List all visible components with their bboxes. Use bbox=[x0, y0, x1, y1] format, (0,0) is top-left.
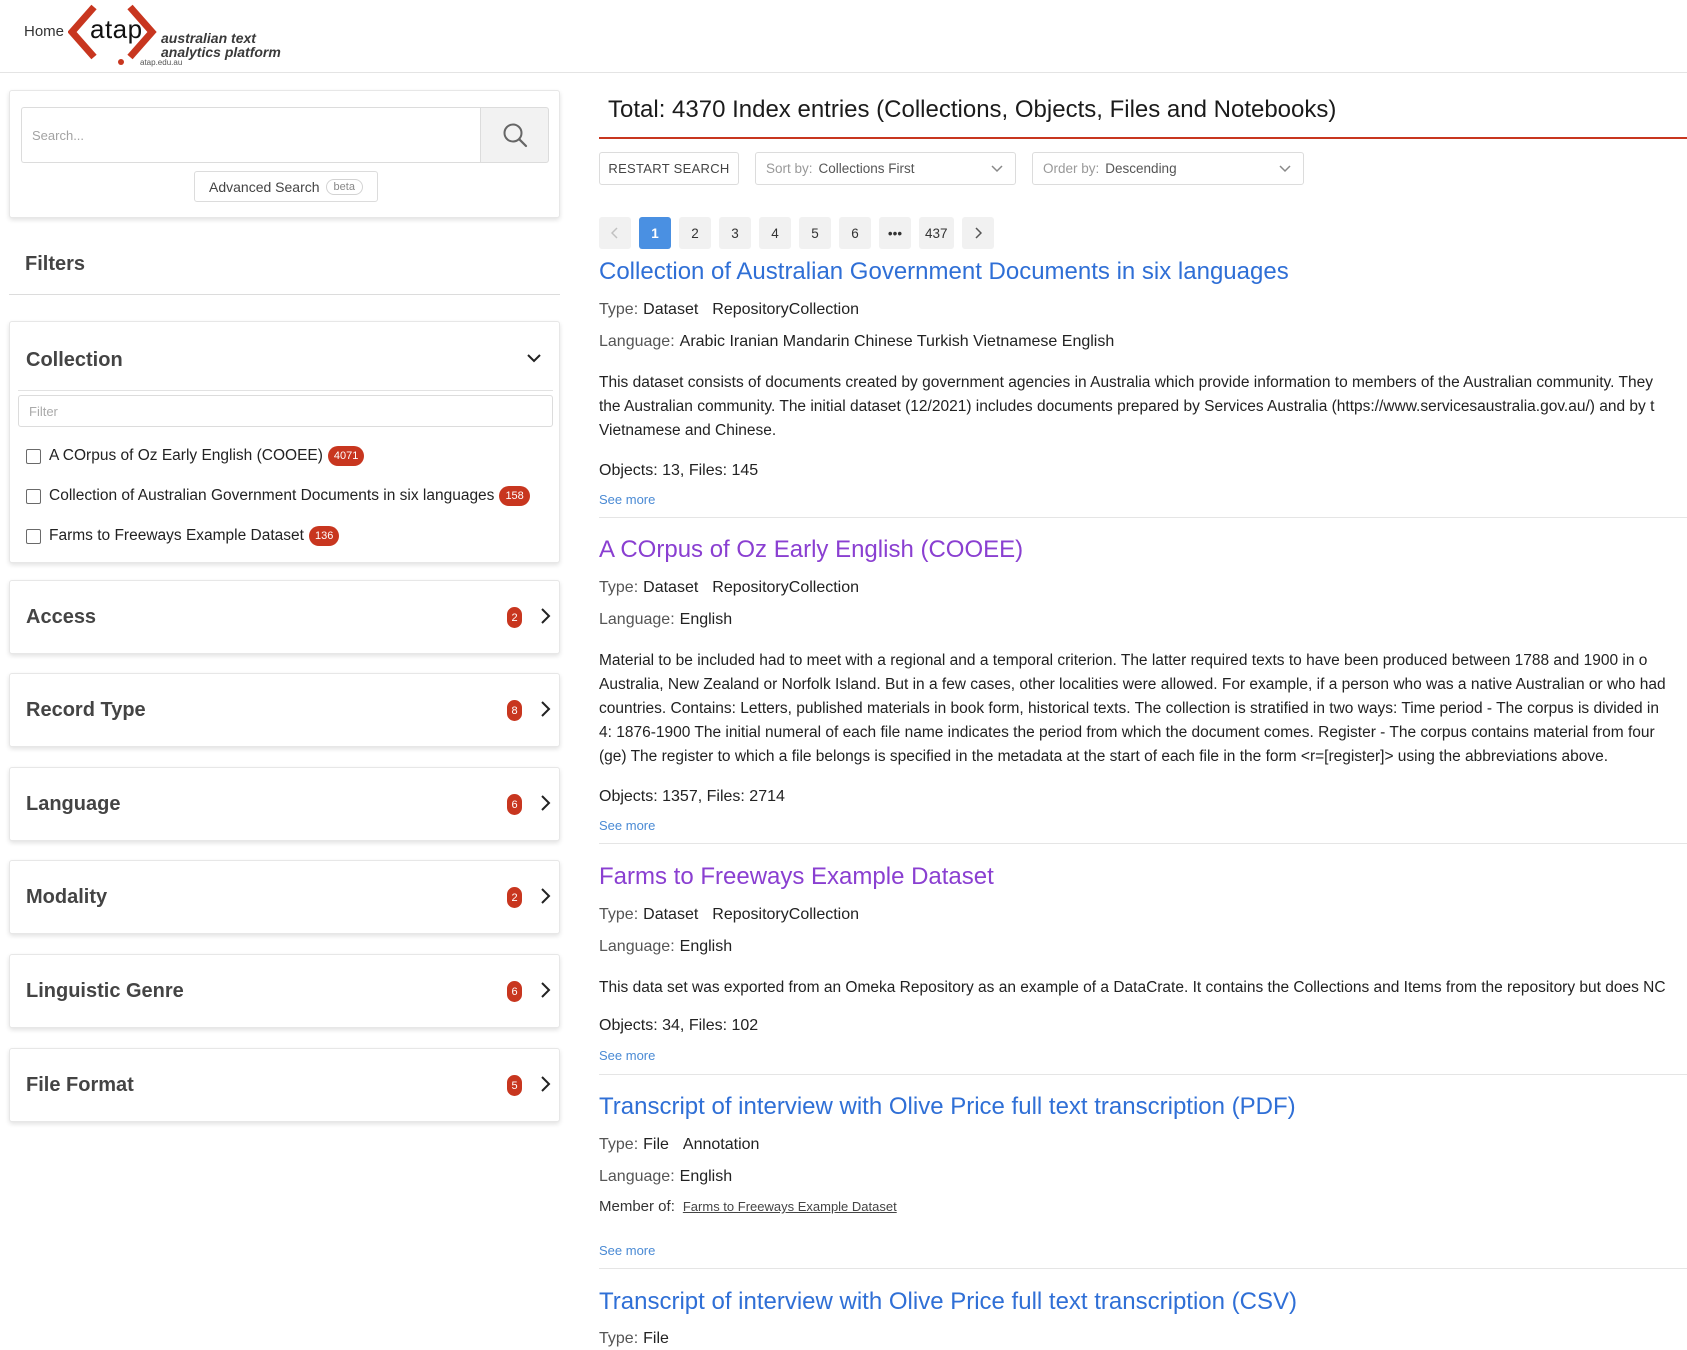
home-link[interactable]: Home bbox=[24, 23, 65, 40]
description-line: the Australian community. The initial dataset (12/2021) includes documents prepared by Services Australia (https://www.servicesaustralia.gov.au/) and by t bbox=[599, 398, 1655, 415]
type-value: RepositoryCollection bbox=[712, 906, 860, 923]
result-title-link[interactable]: Collection of Australian Government Documents in six languages bbox=[599, 258, 1289, 285]
facet-title: Modality bbox=[26, 886, 108, 908]
language-value: English bbox=[679, 938, 733, 955]
chevron-right-icon[interactable] bbox=[539, 607, 551, 625]
result-divider bbox=[599, 1074, 1687, 1075]
count-badge: 158 bbox=[499, 486, 529, 506]
member-key: Member of: bbox=[599, 1198, 675, 1215]
language-value: Arabic Iranian Mandarin Chinese Turkish Vietnamese English bbox=[679, 333, 1115, 350]
collection-option-label: A COrpus of Oz Early English (COOEE) bbox=[49, 447, 323, 464]
result-title-link[interactable]: A COrpus of Oz Early English (COOEE) bbox=[599, 536, 1024, 563]
result-description bbox=[599, 976, 1687, 1000]
facet-title: Linguistic Genre bbox=[26, 980, 184, 1002]
chevron-right-icon[interactable] bbox=[539, 794, 551, 812]
top-bar bbox=[0, 0, 1687, 73]
collection-option-label: Collection of Australian Government Documents in six languages bbox=[49, 487, 495, 504]
prev-page-button[interactable] bbox=[599, 217, 631, 249]
description-line: Vietnamese and Chinese. bbox=[599, 422, 777, 439]
facet-linguistic-genre[interactable] bbox=[9, 954, 560, 1028]
description-line: Material to be included had to meet with a regional and a temporal criterion. The latter required texts to have been produced between 1788 and 1900 in o bbox=[599, 652, 1648, 669]
result-description bbox=[599, 649, 1687, 769]
result-language bbox=[599, 611, 732, 629]
search-card bbox=[9, 90, 560, 218]
page-button[interactable]: 437 bbox=[919, 217, 954, 249]
collection-option[interactable] bbox=[26, 526, 339, 546]
member-of-link[interactable]: Farms to Freeways Example Dataset bbox=[682, 1199, 897, 1214]
result-type bbox=[599, 1330, 669, 1348]
facet-modality[interactable] bbox=[9, 860, 560, 934]
order-by-value: Descending bbox=[1105, 161, 1177, 176]
language-key: Language: bbox=[599, 1168, 675, 1185]
see-more-link[interactable]: See more bbox=[599, 1048, 656, 1063]
filters-heading: Filters bbox=[25, 253, 86, 275]
beta-badge: beta bbox=[326, 179, 363, 195]
result-language bbox=[599, 333, 1114, 351]
type-value: Dataset bbox=[643, 301, 699, 318]
more-pages-ellipsis[interactable]: ••• bbox=[879, 217, 911, 249]
facet-count-badge: 6 bbox=[507, 981, 522, 1002]
type-value: Dataset bbox=[643, 579, 699, 596]
description-line: This data set was exported from an Omeka Repository as an example of a DataCrate. It contains the Collections and Items from the repository but does NC bbox=[599, 979, 1666, 996]
logo-word: atap bbox=[90, 14, 143, 44]
description-line: Australia, New Zealand or Norfolk Island. But in a few cases, other localities were allowed. For example, if a person who was a native Australian or who had bbox=[599, 676, 1666, 693]
order-by-select[interactable] bbox=[1032, 152, 1304, 185]
page-button[interactable]: 2 bbox=[679, 217, 711, 249]
result-language bbox=[599, 938, 732, 956]
result-description bbox=[599, 371, 1687, 443]
search-icon bbox=[502, 122, 528, 148]
chevron-down-icon[interactable] bbox=[526, 350, 542, 366]
result-divider bbox=[599, 843, 1687, 844]
see-more-link[interactable]: See more bbox=[599, 492, 656, 507]
type-key: Type: bbox=[599, 906, 639, 923]
collection-facet-title[interactable]: Collection bbox=[26, 349, 123, 371]
language-value: English bbox=[679, 611, 733, 628]
count-badge: 4071 bbox=[328, 446, 364, 466]
type-value: Dataset bbox=[643, 906, 699, 923]
logo-domain: atap.edu.au bbox=[140, 58, 183, 67]
checkbox[interactable] bbox=[26, 489, 41, 504]
chevron-down-icon bbox=[991, 164, 1003, 174]
sort-by-select[interactable] bbox=[755, 152, 1016, 185]
language-key: Language: bbox=[599, 938, 675, 955]
page-button[interactable]: 5 bbox=[799, 217, 831, 249]
result-title-link[interactable]: Transcript of interview with Olive Price full text transcription (CSV) bbox=[599, 1288, 1297, 1315]
chevron-right-icon bbox=[974, 227, 982, 239]
result-type bbox=[599, 1136, 759, 1154]
next-page-button[interactable] bbox=[962, 217, 994, 249]
description-line: (ge) The register to which a file belongs is specified in the metadata at the start of each file in the form <r=[register]> using the abbreviations above. bbox=[599, 748, 1609, 765]
advanced-search-label: Advanced Search bbox=[209, 178, 320, 195]
result-language bbox=[599, 1168, 732, 1186]
filters-divider bbox=[9, 294, 560, 295]
search-input[interactable] bbox=[21, 107, 481, 163]
chevron-right-icon[interactable] bbox=[539, 981, 551, 999]
facet-title: Record Type bbox=[26, 699, 146, 721]
description-line: This dataset consists of documents created by government agencies in Australia which provide information to members of the Australian community. They bbox=[599, 374, 1653, 391]
total-divider bbox=[599, 137, 1687, 139]
collection-facet bbox=[9, 321, 560, 563]
advanced-search-button[interactable] bbox=[194, 171, 378, 202]
type-value: File bbox=[643, 1136, 669, 1153]
facet-count-badge: 6 bbox=[507, 794, 522, 815]
type-value: File bbox=[643, 1330, 669, 1347]
facet-title: Access bbox=[26, 606, 97, 628]
facet-count-badge: 8 bbox=[507, 700, 522, 721]
result-member-of bbox=[599, 1198, 897, 1215]
result-title-link[interactable]: Transcript of interview with Olive Price full text transcription (PDF) bbox=[599, 1093, 1296, 1120]
result-type bbox=[599, 301, 859, 319]
result-divider bbox=[599, 1268, 1687, 1269]
checkbox[interactable] bbox=[26, 449, 41, 464]
collection-filter-input[interactable] bbox=[18, 395, 553, 427]
type-key: Type: bbox=[599, 1136, 639, 1153]
chevron-right-icon[interactable] bbox=[539, 1075, 551, 1093]
count-badge: 136 bbox=[309, 526, 339, 546]
pagination bbox=[599, 217, 994, 249]
result-type bbox=[599, 579, 859, 597]
type-value: Annotation bbox=[682, 1136, 760, 1153]
collection-option[interactable] bbox=[26, 486, 530, 506]
collection-option[interactable] bbox=[26, 446, 364, 466]
search-button[interactable] bbox=[480, 107, 549, 163]
result-divider bbox=[599, 517, 1687, 518]
facet-record-type[interactable] bbox=[9, 673, 560, 747]
collection-option-label: Farms to Freeways Example Dataset bbox=[49, 527, 304, 544]
atap-logo[interactable] bbox=[68, 2, 288, 68]
result-counts: Objects: 1357, Files: 2714 bbox=[599, 788, 785, 805]
type-value: RepositoryCollection bbox=[712, 301, 860, 318]
page-button[interactable]: 3 bbox=[719, 217, 751, 249]
facet-count-badge: 2 bbox=[507, 887, 522, 908]
chevron-right-icon[interactable] bbox=[539, 700, 551, 718]
description-line: countries. Contains: Letters, published materials in book form, historical texts. The collection is stratified in two ways: Time period - The corpus is divided in bbox=[599, 700, 1659, 717]
restart-search-button[interactable]: RESTART SEARCH bbox=[599, 152, 739, 185]
see-more-link[interactable]: See more bbox=[599, 818, 656, 833]
facet-language[interactable] bbox=[9, 767, 560, 841]
logo-tagline-1: australian text bbox=[161, 30, 256, 46]
type-key: Type: bbox=[599, 1330, 639, 1347]
facet-count-badge: 2 bbox=[507, 607, 522, 628]
language-key: Language: bbox=[599, 611, 675, 628]
type-key: Type: bbox=[599, 301, 639, 318]
see-more-link[interactable]: See more bbox=[599, 1243, 656, 1258]
order-by-label: Order by: bbox=[1043, 161, 1100, 176]
type-key: Type: bbox=[599, 579, 639, 596]
facet-file-format[interactable] bbox=[9, 1048, 560, 1122]
sort-by-label: Sort by: bbox=[766, 161, 813, 176]
facet-title: Language bbox=[26, 793, 121, 815]
logo-tagline-2: analytics platform bbox=[161, 44, 281, 60]
result-counts: Objects: 34, Files: 102 bbox=[599, 1017, 759, 1034]
result-title-link[interactable]: Farms to Freeways Example Dataset bbox=[599, 863, 994, 890]
collection-divider bbox=[18, 390, 553, 391]
chevron-down-icon bbox=[1279, 164, 1291, 174]
page-button-current[interactable]: 1 bbox=[639, 217, 671, 249]
chevron-right-icon[interactable] bbox=[539, 887, 551, 905]
language-value: English bbox=[679, 1168, 733, 1185]
sort-by-value: Collections First bbox=[818, 161, 915, 176]
page-button[interactable]: 4 bbox=[759, 217, 791, 249]
page-button[interactable]: 6 bbox=[839, 217, 871, 249]
type-value: RepositoryCollection bbox=[712, 579, 860, 596]
chevron-left-icon bbox=[611, 227, 619, 239]
facet-access[interactable] bbox=[9, 580, 560, 654]
checkbox[interactable] bbox=[26, 529, 41, 544]
facet-title: File Format bbox=[26, 1074, 134, 1096]
facet-count-badge: 5 bbox=[507, 1075, 522, 1096]
results-total: Total: 4370 Index entries (Collections, Objects, Files and Notebooks) bbox=[608, 96, 1337, 123]
language-key: Language: bbox=[599, 333, 675, 350]
description-line: 4: 1876-1900 The initial numeral of each file name indicates the period from which the document comes. Register - The corpus contains material from four bbox=[599, 724, 1655, 741]
result-type bbox=[599, 906, 859, 924]
result-counts: Objects: 13, Files: 145 bbox=[599, 462, 759, 479]
